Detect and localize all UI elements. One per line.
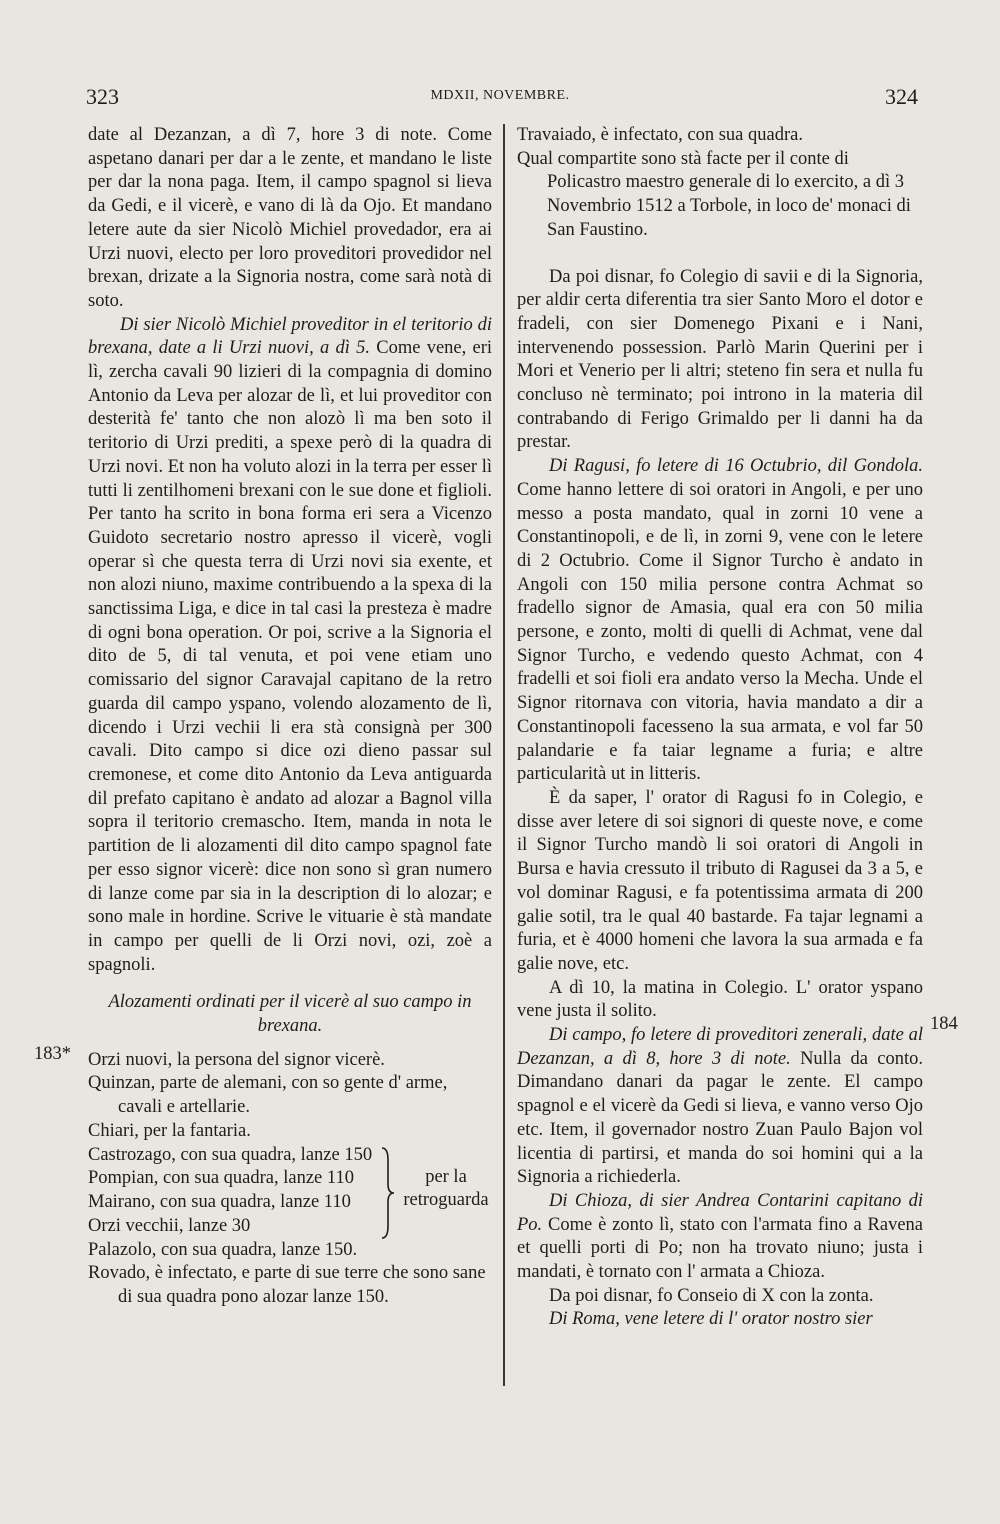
paragraph: Da poi disnar, fo Conseio di X con la zonta. [549,1285,874,1306]
left-column [88,124,492,1310]
page-number-left: 323 [86,84,119,109]
list-item: Quinzan, parte de alemani, con so gente d' arme, cavali e artellarie. [88,1073,448,1118]
page-number-right: 324 [885,84,918,109]
list-item: Rovado, è infectato, e parte di sue terre che sono sane di sua quadra pono alozar lanze 150. [88,1263,486,1307]
paragraph: Qual compartite sono stà facte per il conte di Policastro maestro generale di lo exercito, a dì 3 Novembrio 1512 a Torbole, in loco de' monaci di San Faustino. [517,148,911,240]
paragraph: Da poi disnar, fo Colegio di savii e di la Signoria, per aldir certa diferentia tra sier Santo Moro el dotor e fradeli, con sier Domenego Pixani e i Nani, intervenendo possession. Parlò Marin Querini per i Mori et Venerio per li altri; steteno fin sera et nulla fu concluso nè terminato; poi introno in la materia dil contrabando di Ferigo Grimaldo per li danni ha da prestar. [517,266,923,453]
paragraph: Di Roma, vene letere di l' orator nostro sier [549,1309,873,1330]
right-column [517,124,923,1332]
letter-paragraph [517,1190,923,1285]
paragraph: A dì 10, la matina in Colegio. L' orator yspano vene justa il solito. [517,977,923,1022]
letter-heading: Di sier Nicolò Michiel proveditor in el teritorio di brexana, date a li Urzi nuovi, a dì 5. [88,314,492,359]
letter-body: Come hanno lettere di soi oratori in Angoli, e per uno messo a posta mandato, qual in zorni 10 vene a Constantinopoli, e de lì, in zorni 9, vene con le letere di 2 Octubrio. Come il Signor Turcho è andato in Angoli con 150 milia persone contra Achmat so fradello signor de Amasia, qual era con 50 milia persone, e zonto, molti di quelli di Achmat, vene dal Signor Turcho, e vedendo questo Achmat, con 4 fradelli et soi fioli era andato verso la Mecha. Unde el Signor ritornava con vitoria, havia mandato a dir a Constantinopoli facesseno la sua armata, e vol far 50 palandarie e fa taiar legname a furia; e altre particularità ut in litteris. [517,479,923,785]
paragraph: Travaiado, è infectato, con sua quadra. [517,125,803,145]
letter-body: Nulla da conto. Dimandano danari da pagar le zente. El campo spagnol e el vicerè da Gedi si lieva, e vanno verso Ojo etc. Item, il governador nostro Zuan Paulo Bajon vol licentia di partirsi, et manda do soi homini qui a la Signoria a richiederla. [517,1048,924,1188]
column-divider [503,124,505,1386]
letter-body: Come è zonto lì, stato con l'armata fino a Ravena et quelli porti di Po; non ha trovato niuno; justa i mandati, è tornato con l' armata a Chioza. [517,1214,924,1283]
paragraph: date al Dezanzan, a dì 7, hore 3 di note. Come aspetano danari per dar a le zente, et mandano le liste per dar la nona paga. Item, il campo spagnol si lieva da Gedi, e il vicerè, e vano di là da Ojo. Et mandano letere aute da sier Nicolò Michiel provedador, era ai Urzi nuovi, electo per loro proveditori provedidor nel brexan, drizate a la Signoria nostra, come sarà notà di soto. [88,125,492,311]
letter-heading: Di campo, fo letere di proveditori zenerali, date al Dezanzan, a dì 8, hore 3 di note. [517,1025,923,1069]
margin-number-left: 183* [34,1044,71,1064]
lodging-list [88,1049,492,1310]
list-item: Chiari, per la fantaria. [88,1120,251,1141]
running-title: MDXII, NOVEMBRE. [430,88,570,103]
letter-paragraph [517,455,923,787]
list-item: Palazolo, con sua quadra, lanze 150. [88,1239,358,1260]
braced-group [88,1144,492,1239]
list-item: Castrozago, con sua quadra, lanze 150 [88,1144,373,1165]
paragraph: È da saper, l' orator di Ragusi fo in Colegio, e disse aver letere di soi signori di queste nove, e come il Signor Turcho mandò li soi oratori di Angoli in Bursa e havia cressuto il tributo di Ragusei da 3 a 5, e vol dominar Ragusi, e fa potentissima armata di 200 galie sotil, tra le qual 40 bastarde. Fa tajar legnami a furia, et è 4000 homeni che lavora la sua armada e fa galie nove, etc. [517,787,923,974]
list-item: Pompian, con sua quadra, lanze 110 [88,1168,354,1189]
margin-number-right: 184 [930,1014,958,1034]
page-header [0,84,1000,114]
list-item: Mairano, con sua quadra, lanze 110 [88,1191,351,1212]
letter-paragraph [88,314,492,978]
letter-body: Come vene, eri lì, zercha cavali 90 lizieri di la compagnia di domino Antonio da Leva per alozar de lì, et lui proveditor con desterità fe' tanto che non alozò lì ma ben soto il teritorio di Urzi prediti, a spexe però di la quadra di Urzi novi. Et non ha voluto alozi in la terra per esser lì tutti li zentilhomeni brexani con le sue done et figlioli. Per tanto ha scrito in bona forma eri sera a Vicenzo Guidoto secretario nostro apresso il vicerè, vogli operar sì che questa terra di Urzi novi sia exente, et non alozi niuno, maxime contribuendo a la spexa di la sanctissima Liga, e dice in tal casi la presteza è madre di ogni bona operation. Or poi, scrive a la Signoria el dito de 5, di tal venuta, et poi vene etiam uno comissario del signor Caravajal capitano de la retro guarda dil campo yspano, volendo alozamento de lì, dicendo i Urzi vechii li era stà consignà per 300 cavali. Dito campo si dice ozi dieno passar sul cremonese, et come dito Antonio da Leva antiguarda dil prefato capitano è andato ad alozar a Bagnol villa sopra il teritorio cremascho. Item, manda in nota le partition de li alozamenti dil dito campo spagnol fate per esso signor vicerè: dice non sono sì gran numero di lanze come par sia in la description di lo alozar; e sono male in hordine. Scrive le vituarie è stà mandate in campo per quelli de li Orzi novi, ozi, zoè a spagnoli. [88,338,492,975]
brace-label: per la retroguarda [403,1166,489,1210]
list-item: Orzi nuovi, la persona del signor vicerè. [88,1049,385,1070]
list-item: Orzi vecchii, lanze 30 [88,1215,251,1236]
curly-brace [378,1146,396,1240]
letter-paragraph [517,1024,923,1190]
letter-heading: Di Ragusi, fo letere di 16 Octubrio, dil Gondola. [549,456,923,477]
braced-lines [88,1144,388,1239]
section-heading: Alozamenti ordinati per il vicerè al suo campo in brexana. [108,992,472,1037]
letter-heading: Di Chioza, di sier Andrea Contarini capitano di Po. [517,1190,923,1235]
